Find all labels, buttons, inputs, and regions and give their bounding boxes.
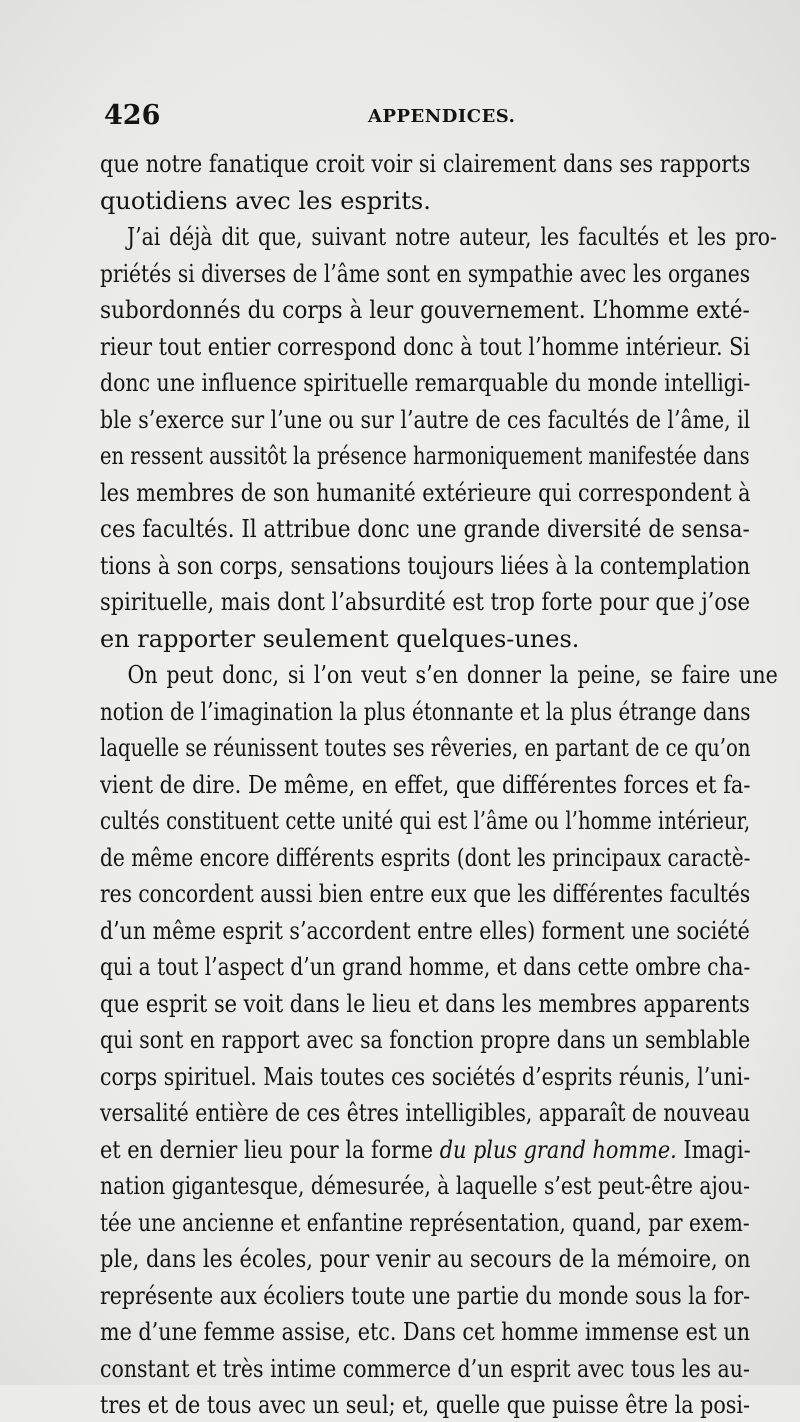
text-line bbox=[100, 1134, 750, 1167]
text-line: en ressent aussitôt la présence harmoniquement manifestée dans bbox=[100, 442, 750, 470]
text-line: constant et très intime commerce d’un esprit avec tous les au- bbox=[100, 1354, 750, 1383]
italic-phrase: du plus grand homme. bbox=[439, 1135, 677, 1164]
text-line: res concordent aussi bien entre eux que les différentes facultés bbox=[100, 880, 751, 908]
text-line: J’ai déjà dit que, suivant notre auteur, les facultés et les pro- bbox=[127, 223, 777, 251]
text-line: de même encore différents esprits (dont les principaux caractè- bbox=[100, 843, 751, 872]
text-line: corps spirituel. Mais toutes ces sociétés d’esprits réunis, l’uni- bbox=[100, 1062, 751, 1091]
page-number: 426 bbox=[104, 100, 161, 131]
page-header bbox=[104, 100, 744, 134]
text-line: vient de dire. De même, en effet, que différentes forces et fa- bbox=[100, 770, 751, 799]
text-line: que esprit se voit dans le lieu et dans les membres apparents bbox=[100, 989, 750, 1018]
text-line: rieur tout entier correspond donc à tout l’homme intérieur. Si bbox=[100, 332, 750, 361]
text-line: On peut donc, si l’on veut s’en donner la peine, se faire une bbox=[127, 661, 778, 689]
text-line: laquelle se réunissent toutes ses rêveries, en partant de ce qu’on bbox=[100, 734, 751, 762]
text-line: tres et de tous avec un seul; et, quelle que puisse être la posi- bbox=[100, 1391, 751, 1419]
text-line: quotidiens avec les esprits. bbox=[100, 186, 431, 215]
text-line: subordonnés du corps à leur gouvernement. L’homme exté- bbox=[100, 296, 750, 324]
text-line: tions à son corps, sensations toujours liées à la contemplation bbox=[100, 551, 751, 580]
text-line: me d’une femme assise, etc. Dans cet homme immense est un bbox=[100, 1318, 751, 1346]
text-line: en rapporter seulement quelques-unes. bbox=[100, 624, 580, 653]
text-line: cultés constituent cette unité qui est l’âme ou l’homme intérieur, bbox=[100, 807, 751, 835]
text-line: nation gigantesque, démesurée, à laquelle s’est peut-être ajou- bbox=[100, 1172, 750, 1200]
text-line: qui a tout l’aspect d’un grand homme, et dans cette ombre cha- bbox=[100, 953, 751, 981]
text-line: représente aux écoliers toute une partie du monde sous la for- bbox=[100, 1281, 751, 1310]
text-line: versalité entière de ces êtres intelligibles, apparaît de nouveau bbox=[100, 1099, 751, 1127]
text-line: ces facultés. Il attribue donc une grande diversité de sensa- bbox=[100, 515, 750, 543]
text-line: tée une ancienne et enfantine représentation, quand, par exem- bbox=[100, 1208, 750, 1237]
text-line: que notre fanatique croit voir si clairement dans ses rapports bbox=[100, 150, 751, 178]
text-line: notion de l’imagination la plus étonnante et la plus étrange dans bbox=[100, 697, 751, 726]
text-line: ble s’exerce sur l’une ou sur l’autre de ces facultés de l’âme, il bbox=[100, 405, 751, 434]
text-run: et en dernier lieu pour la forme bbox=[100, 1135, 440, 1164]
text-run: Imagi- bbox=[676, 1135, 751, 1164]
text-line: priétés si diverses de l’âme sont en sympathie avec les organes bbox=[100, 259, 751, 288]
running-head: APPENDICES. bbox=[368, 106, 516, 127]
text-line: spirituelle, mais dont l’absurdité est trop forte pour que j’ose bbox=[100, 588, 751, 616]
text-line: ple, dans les écoles, pour venir au secours de la mémoire, on bbox=[100, 1245, 751, 1273]
text-line: d’un même esprit s’accordent entre elles) forment une société bbox=[100, 916, 750, 945]
text-line: donc une influence spirituelle remarquable du monde intelligi- bbox=[100, 369, 751, 397]
text-line: qui sont en rapport avec sa fonction propre dans un semblable bbox=[100, 1026, 751, 1054]
text-line: les membres de son humanité extérieure qui correspondent à bbox=[100, 478, 751, 507]
